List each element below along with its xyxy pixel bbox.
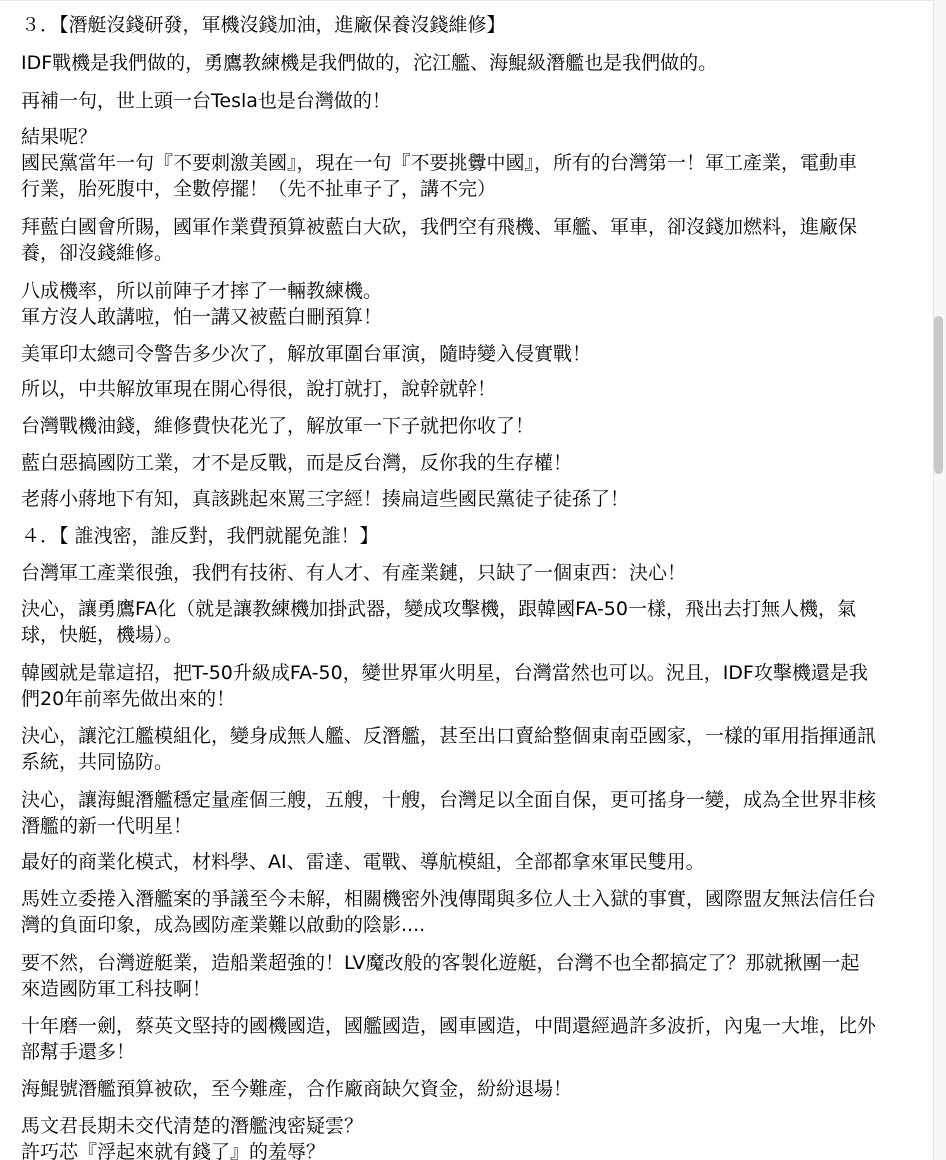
- post-line: 球，快艇，機場）。: [21, 624, 183, 646]
- post-line: 所以，中共解放軍現在開心得很，說打就打，說幹就幹！: [21, 378, 497, 400]
- post-line: 決心，讓海鯤潛艦穩定量產個三艘，五艘，十艘，台灣足以全面自保，更可搖身一變，成為全世界非核: [21, 789, 877, 811]
- post-line: 再補一句，世上頭一台Tesla也是台灣做的！: [21, 90, 391, 112]
- post-line: 軍方沒人敢講啦，怕一講又被藍白刪預算！: [21, 306, 383, 328]
- post-line: 海鯤號潛艦預算被砍，至今難產，合作廠商缺欠資金，紛紛退場！: [21, 1078, 573, 1100]
- top-divider: [0, 0, 934, 1]
- post-line: 許巧芯『浮起來就有錢了』的羞辱？: [21, 1141, 326, 1160]
- scrollbar-thumb[interactable]: [934, 316, 943, 474]
- post-line: 八成機率，所以前陣子才摔了一輛教練機。: [21, 280, 383, 302]
- post-line: 拜藍白國會所賜，國軍作業費預算被藍白大砍，我們空有飛機、軍艦、軍車，卻沒錢加燃料，進廠保: [21, 216, 858, 238]
- post-line: 台灣軍工產業很強，我們有技術、有人才、有產業鏈，只缺了一個東西：決心！: [21, 562, 687, 584]
- post-line: 要不然，台灣遊艇業，造船業超強的！LV魔改般的客製化遊艇，台灣不也全都搞定了？那就揪團一起: [21, 952, 860, 974]
- post-line: 馬姓立委捲入潛艦案的爭議至今未解，相關機密外洩傳聞與多位人士入獄的事實，國際盟友無法信任台: [21, 888, 877, 910]
- vertical-scrollbar[interactable]: [933, 0, 946, 1160]
- post-line: 台灣戰機油錢，維修費快花光了，解放軍一下子就把你收了！: [21, 415, 535, 437]
- post-line: 韓國就是靠這招，把T-50升級成FA-50，變世界軍火明星，台灣當然也可以。況且，IDF攻擊機還是我: [21, 662, 868, 684]
- post-line: 來造國防軍工科技啊！: [21, 978, 212, 1000]
- post-line: 結果呢？: [21, 126, 98, 148]
- post-line: 美軍印太總司令警告多少次了，解放軍圍台軍演，隨時變入侵實戰！: [21, 343, 592, 365]
- post-line: 潛艦的新一代明星！: [21, 815, 193, 837]
- post-line: 決心，讓沱江艦模組化，變身成無人艦、反潛艦，甚至出口賣給整個東南亞國家，一樣的軍用指揮通訊: [21, 725, 877, 747]
- post-line: 行業，胎死腹中，全數停擺！（先不扯車子了，講不完）: [21, 178, 497, 200]
- post-line: 系統，共同協防。: [21, 751, 174, 773]
- section-4-heading: ４．【 誰洩密，誰反對，我們就罷免誰！】: [21, 525, 379, 547]
- post-line: 馬文君長期未交代清楚的潛艦洩密疑雲？: [21, 1115, 364, 1137]
- post-line: 十年磨一劍，蔡英文堅持的國機國造，國艦國造，國車國造，中間還經過許多波折，內鬼一大堆，比外: [21, 1015, 877, 1037]
- post-line: 養，卻沒錢維修。: [21, 242, 174, 264]
- section-3-heading: ３．【潛艇沒錢研發，軍機沒錢加油，進廠保養沒錢維修】: [21, 14, 506, 36]
- post-line: 部幫手還多！: [21, 1041, 136, 1063]
- post-line: 們20年前率先做出來的！: [21, 688, 236, 710]
- post-line: 國民黨當年一句『不要刺激美國』，現在一句『不要挑釁中國』，所有的台灣第一！軍工產業，電動車: [21, 152, 858, 174]
- post-line: 藍白惡搞國防工業，才不是反戰，而是反台灣，反你我的生存權！: [21, 452, 573, 474]
- post-line: 灣的負面印象，成為國防產業難以啟動的陰影....: [21, 914, 426, 936]
- post-line: 決心，讓勇鷹FA化（就是讓教練機加掛武器，變成攻擊機，跟韓國FA-50一樣，飛出去打無人機，氣: [21, 598, 856, 620]
- post-line: 最好的商業化模式，材料學、AI、雷達、電戰、導航模組，全部都拿來軍民雙用。: [21, 851, 705, 873]
- post-line: 老蔣小蔣地下有知，真該跳起來罵三字經！揍扁這些國民黨徒子徒孫了！: [21, 488, 630, 510]
- post-line: IDF戰機是我們做的，勇鷹教練機是我們做的，沱江艦、海鯤級潛艦也是我們做的。: [21, 52, 718, 74]
